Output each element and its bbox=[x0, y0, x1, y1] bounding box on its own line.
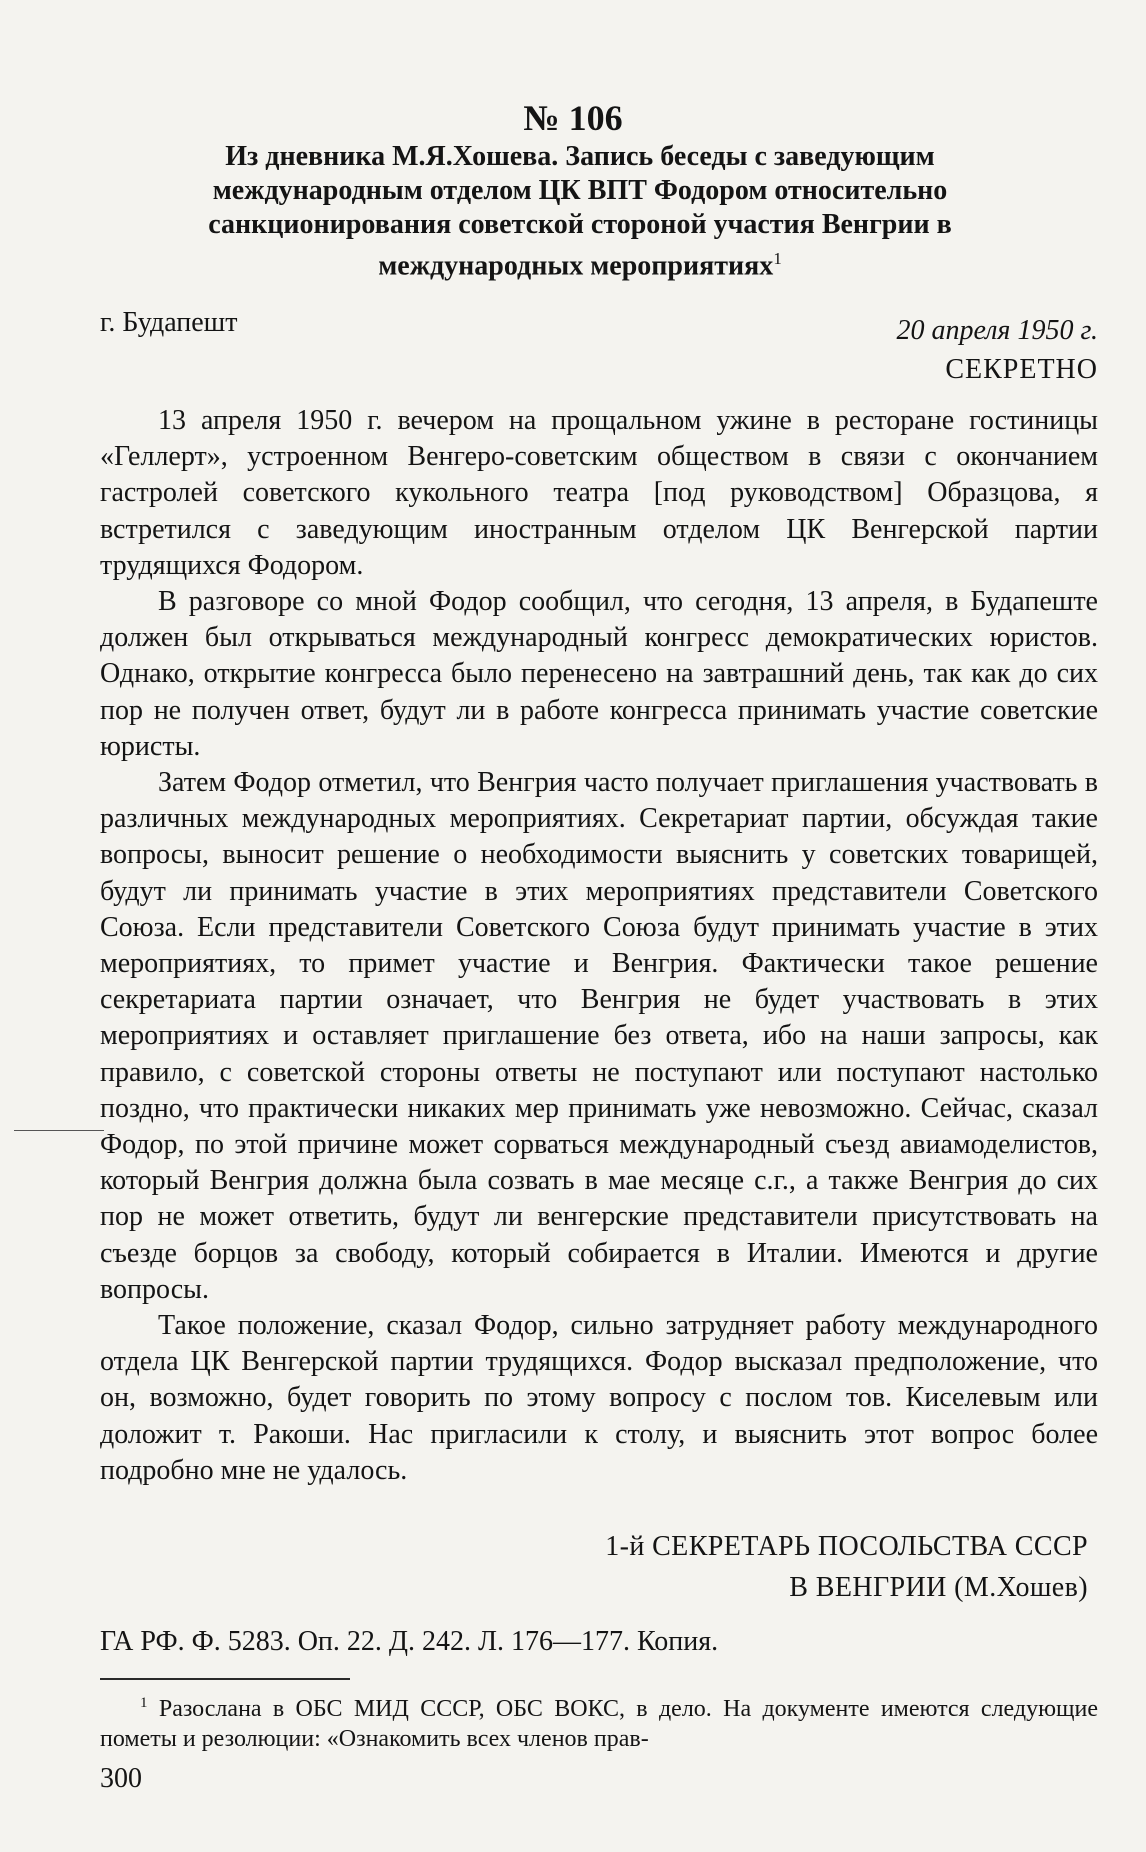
signature-name: В ВЕНГРИИ (М.Хошев) bbox=[789, 1572, 1088, 1603]
title-footnote-mark: 1 bbox=[773, 249, 782, 268]
document-title bbox=[130, 140, 1030, 283]
body-paragraph: В разговоре со мной Фодор сообщил, что сегодня, 13 апреля, в Будапеште должен был открываться международный конгресс демократических юристов. Однако, открытие конгресса было перенесено на завтрашний день, так как до сих пор не получен ответ, будут ли в работе конгресса принимать участие советские юристы. bbox=[100, 586, 1098, 762]
footnote-mark: 1 bbox=[140, 1695, 148, 1711]
document-date: 20 апреля 1950 г. bbox=[896, 315, 1098, 346]
body-paragraph: Затем Фодор отметил, что Венгрия часто получает приглашения участвовать в различных международных мероприятиях. Секретариат партии, обсуждая такие вопросы, выносит решение о необходимости выяснить у советских товарищей, будут ли принимать участие в этих мероприятиях представители Советского Союза. Если представители Советского Союза будут принимать участие в этих мероприятиях, то примет участие и Венгрия. Фактически такое решение секретариата партии означает, что Венгрия не будет участвовать в этих мероприятиях и оставляет приглашение без ответа, ибо на наши запросы, как правило, с советской стороны ответы не поступают или поступают настолько поздно, что практически никаких мер принимать уже невозможно. Сейчас, сказал Фодор, по этой причине может сорваться международный съезд авиамоделистов, который Венгрия должна была созвать в мае месяце с.г., а также Венгрия до сих пор не может ответить, будут ли венгерские представители присутствовать на съезде борцов за свободу, который собирается в Италии. Имеются и другие вопросы. bbox=[100, 767, 1098, 1305]
classification-mark: СЕКРЕТНО bbox=[945, 354, 1098, 385]
signature-title: 1-й СЕКРЕТАРЬ ПОСОЛЬСТВА СССР bbox=[605, 1531, 1088, 1562]
body-paragraph: Такое положение, сказал Фодор, сильно затрудняет работу международного отдела ЦК Венгерской партии трудящихся. Фодор высказал предположение, что он, возможно, будет говорить по этому вопросу с послом тов. Киселевым или доложит т. Ракоши. Нас пригласили к столу, и выяснить этот вопрос более подробно мне не удалось. bbox=[100, 1310, 1098, 1486]
body-paragraph: 13 апреля 1950 г. вечером на прощальном ужине в ресторане гостиницы «Геллерт», устроенном Венгеро-советским обществом в связи с окончанием гастролей советского кукольного театра [под руководством] Образцова, я встретился с заведующим иностранным отделом ЦК Венгерской партии трудящихся Фодором. bbox=[100, 405, 1098, 581]
page-number: 300 bbox=[100, 1763, 142, 1794]
margin-mark bbox=[14, 1130, 104, 1131]
footnote-divider bbox=[100, 1678, 350, 1680]
footnote bbox=[100, 1688, 1098, 1754]
footnote-text: Разослана в ОБС МИД СССР, ОБС ВОКС, в дело. На документе имеются следующие пометы и резолюции: «Ознакомить всех членов прав- bbox=[100, 1696, 1099, 1752]
archive-reference: ГА РФ. Ф. 5283. Оп. 22. Д. 242. Л. 176—177. Копия. bbox=[100, 1626, 719, 1657]
document-place: г. Будапешт bbox=[100, 307, 238, 338]
document-title-text: Из дневника М.Я.Хошева. Запись беседы с заведующим международным отделом ЦК ВПТ Фодором относительно санкционирования советской стороной участия Венгрии в международных мероприятиях bbox=[208, 141, 952, 282]
document-number: № 106 bbox=[523, 98, 623, 138]
document-body bbox=[100, 403, 1098, 1489]
